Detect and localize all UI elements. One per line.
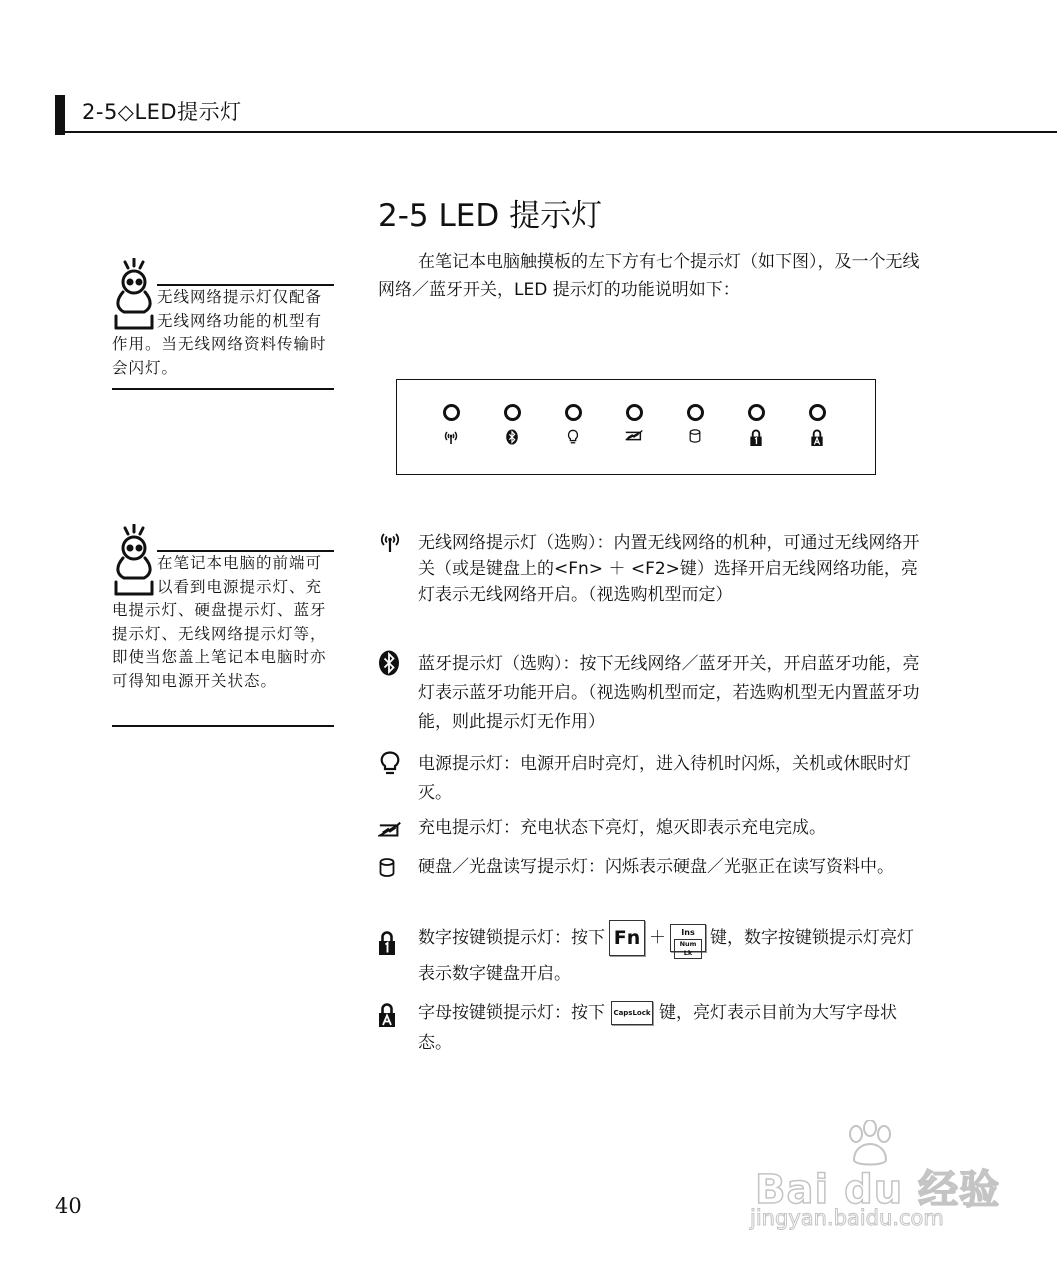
disk-icon xyxy=(688,429,702,443)
item-power-led xyxy=(378,748,923,808)
caps-lock-icon xyxy=(378,1002,402,1028)
led-num-lock xyxy=(736,404,776,446)
tip-box-front-leds xyxy=(112,524,334,730)
item-bluetooth-led xyxy=(378,648,923,740)
item-charge-led xyxy=(378,815,923,845)
header-title: 2-5◇LED提示灯 xyxy=(82,100,242,124)
bluetooth-icon xyxy=(505,429,519,445)
led-power xyxy=(553,404,593,445)
caps-lock-icon xyxy=(810,429,824,446)
num-lock-icon xyxy=(378,930,402,956)
power-bulb-icon xyxy=(378,750,402,776)
item-text: 硬盘／光盘读写提示灯：闪烁表示硬盘／光驱正在读写资料中。 xyxy=(418,857,894,877)
capslock-key: CapsLock xyxy=(611,1001,653,1025)
led-wireless xyxy=(431,404,471,445)
bluetooth-icon xyxy=(378,650,402,676)
tip-box-wireless xyxy=(112,258,334,392)
led-bluetooth xyxy=(492,404,532,445)
led-dot xyxy=(748,404,765,421)
watermark-url: jingyan.baidu.com xyxy=(750,1206,944,1230)
led-caps-lock xyxy=(797,404,837,446)
item-text: 字母按键锁提示灯：按下 CapsLock 键，亮灯表示目前为大写字母状态。 xyxy=(418,1003,897,1053)
intro-text: 在笔记本电脑触摸板的左下方有七个提示灯（如下图），及一个无线网络／蓝牙开关，LED 提示灯的功能说明如下： xyxy=(378,252,920,300)
item-wireless-led xyxy=(378,528,923,632)
page-number: 40 xyxy=(55,1194,82,1218)
num-lock-icon xyxy=(749,429,763,446)
disk-icon xyxy=(378,856,402,882)
wireless-icon xyxy=(378,530,402,556)
item-text: 充电提示灯：充电状态下亮灯，熄灭即表示充电完成。 xyxy=(418,818,826,838)
led-dot xyxy=(809,404,826,421)
led-dot xyxy=(626,404,643,421)
led-dot xyxy=(565,404,582,421)
tip-rule-bottom xyxy=(112,388,334,390)
power-bulb-icon xyxy=(566,429,580,445)
item-text: 电源提示灯：电源开启时亮灯，进入待机时闪烁，关机或休眠时灯灭。 xyxy=(418,754,911,803)
watermark-brand: Bai du 经验 xyxy=(755,1167,1001,1213)
tip-rule-bottom xyxy=(112,725,334,727)
led-dot xyxy=(443,404,460,421)
header-rule xyxy=(55,131,1057,133)
led-disk xyxy=(675,404,715,443)
item-text: 数字按键锁提示灯：按下 Fn ＋ Ins Num Lk 键，数字按键锁提示灯亮灯表示数字键盘开启。 xyxy=(418,920,923,992)
section-title: 2-5 LED 提示灯 xyxy=(378,198,603,234)
item-disk-led xyxy=(378,854,923,910)
ins-numlk-key: Ins Num Lk xyxy=(670,924,706,952)
item-text: 无线网络提示灯（选购）：内置无线网络的机种，可通过无线网络开关（或是键盘上的<Fn> ＋ <F2>键）选择开启无线网络功能，亮灯表示无线网络开启。（视选购机型而定） xyxy=(418,533,920,605)
led-charge xyxy=(614,404,654,443)
led-panel-diagram xyxy=(396,379,876,475)
wireless-icon xyxy=(442,429,460,445)
item-caps-lock-led xyxy=(378,998,923,1058)
battery-charge-icon xyxy=(378,817,402,843)
item-num-lock-led xyxy=(378,920,923,984)
header-bar xyxy=(55,95,65,135)
battery-charge-icon xyxy=(624,429,644,443)
tip-text: 在笔记本电脑的前端可以看到电源提示灯、充电提示灯、硬盘提示灯、蓝牙提示灯、无线网络提示灯等，即使当您盖上笔记本电脑时亦可得知电源开关状态。 xyxy=(112,554,327,690)
plus-sign: ＋ xyxy=(649,928,666,948)
fn-key: Fn xyxy=(609,920,645,956)
led-dot xyxy=(687,404,704,421)
tip-text: 无线网络提示灯仅配备无线网络功能的机型有作用。当无线网络资料传输时会闪灯。 xyxy=(112,288,327,377)
led-dot xyxy=(504,404,521,421)
intro-paragraph xyxy=(378,248,923,304)
baidu-watermark xyxy=(745,1120,1005,1240)
item-text: 蓝牙提示灯（选购）：按下无线网络／蓝牙开关，开启蓝牙功能，亮灯表示蓝牙功能开启。（视选购机型而定，若选购机型无内置蓝牙功能，则此提示灯无作用） xyxy=(418,654,920,732)
